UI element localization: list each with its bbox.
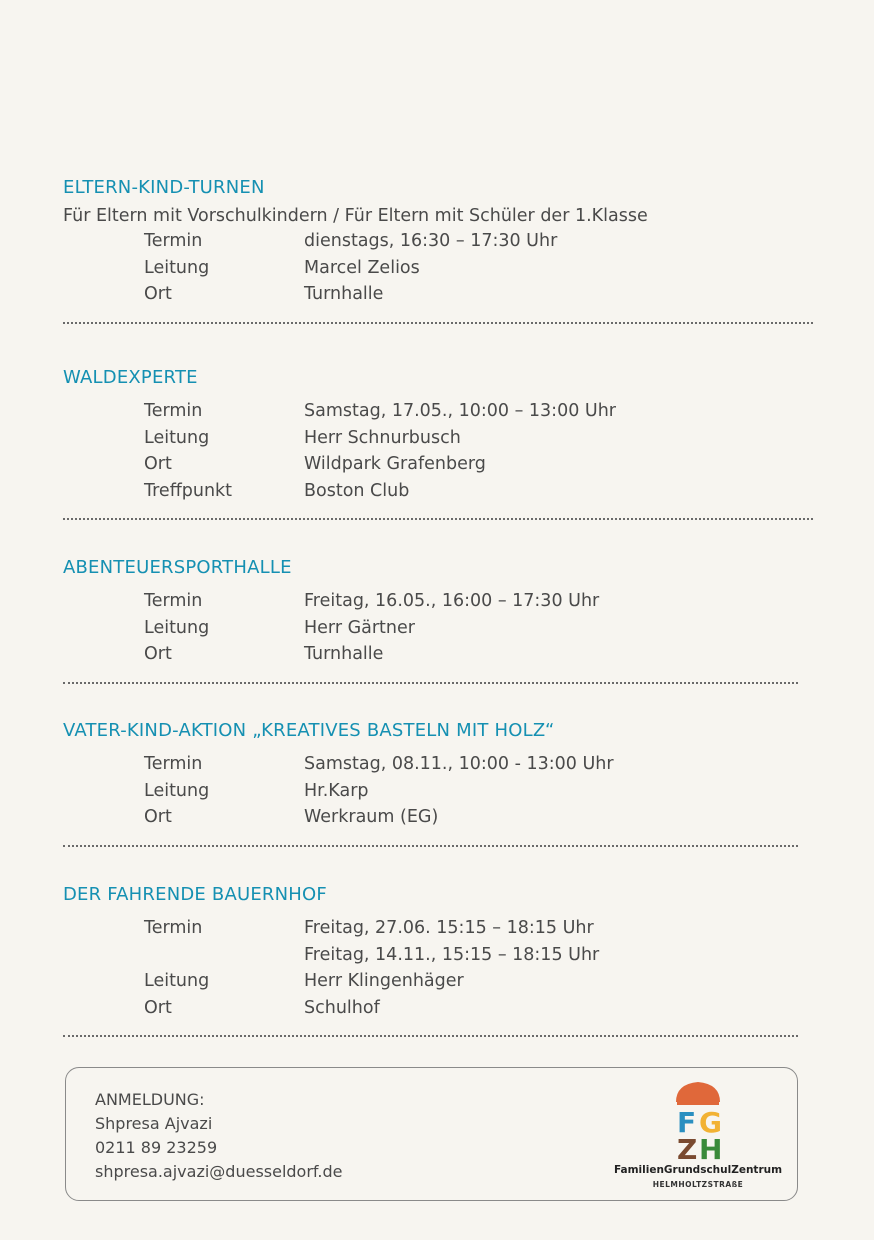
detail-label: Ort — [144, 997, 172, 1018]
detail-row — [63, 478, 813, 505]
contact-heading: ANMELDUNG: — [95, 1090, 205, 1109]
section-eltern-kind-turnen — [63, 176, 813, 326]
detail-value: Wildpark Grafenberg — [304, 454, 486, 474]
detail-row — [63, 751, 813, 778]
detail-row — [63, 915, 813, 942]
detail-value: Werkraum (EG) — [304, 807, 439, 827]
svg-text:G: G — [699, 1106, 722, 1139]
detail-row — [63, 228, 813, 255]
detail-value: Freitag, 16.05., 16:00 – 17:30 Uhr — [304, 591, 600, 611]
detail-value: Herr Gärtner — [304, 617, 415, 638]
svg-text:H: H — [699, 1133, 723, 1164]
detail-value: Schulhof — [304, 997, 380, 1018]
dotted-divider — [63, 682, 798, 686]
contact-phone: 0211 89 23259 — [95, 1138, 218, 1157]
detail-row — [63, 255, 813, 282]
detail-row — [63, 778, 813, 805]
detail-label: Termin — [144, 754, 203, 774]
detail-label: Termin — [144, 591, 203, 611]
dotted-divider — [63, 518, 813, 522]
detail-label: Leitung — [144, 780, 210, 801]
section-title: DER FAHRENDE BAUERNHOF — [63, 884, 327, 905]
detail-label: Ort — [144, 454, 172, 474]
detail-label: Leitung — [144, 971, 210, 991]
detail-row — [63, 804, 813, 831]
detail-row — [63, 451, 813, 478]
detail-value: Herr Schnurbusch — [304, 427, 461, 448]
detail-row — [63, 398, 813, 425]
detail-value: Turnhalle — [304, 284, 384, 304]
dotted-divider — [63, 322, 813, 326]
detail-value: dienstags, 16:30 – 17:30 Uhr — [304, 231, 558, 251]
detail-label: Termin — [144, 401, 203, 421]
detail-value: Boston Club — [304, 480, 410, 501]
detail-value: Freitag, 14.11., 15:15 – 18:15 Uhr — [304, 944, 600, 965]
dotted-divider — [63, 1035, 798, 1039]
detail-label: Treffpunkt — [144, 480, 233, 501]
detail-row — [63, 281, 813, 308]
logo-name: FamilienGrundschulZentrum — [613, 1164, 783, 1176]
section-vater-kind-aktion — [63, 719, 813, 849]
section-subtitle: Für Eltern mit Vorschulkindern / Für Eltern mit Schüler der 1.Klasse — [63, 206, 648, 226]
section-waldexperte — [63, 366, 813, 522]
section-fahrender-bauernhof — [63, 883, 813, 1039]
detail-value: Marcel Zelios — [304, 257, 420, 278]
detail-row — [63, 995, 813, 1022]
detail-row — [63, 425, 813, 452]
detail-label: Leitung — [144, 427, 210, 448]
section-title: ELTERN-KIND-TURNEN — [63, 177, 265, 198]
detail-value: Turnhalle — [304, 644, 384, 664]
detail-row — [63, 641, 813, 668]
detail-label: Leitung — [144, 617, 210, 638]
detail-label: Leitung — [144, 257, 210, 278]
detail-row — [63, 942, 813, 969]
detail-label: Ort — [144, 284, 172, 304]
logo-subname: HELMHOLTZSTRAßE — [652, 1180, 744, 1189]
dotted-divider — [63, 845, 798, 849]
detail-row — [63, 968, 813, 995]
detail-label — [144, 942, 304, 969]
detail-row — [63, 615, 813, 642]
fgzh-logo — [613, 1080, 783, 1192]
contact-name: Shpresa Ajvazi — [95, 1114, 213, 1133]
section-title: VATER-KIND-AKTION „KREATIVES BASTELN MIT HOLZ“ — [63, 720, 555, 741]
contact-info — [95, 1088, 342, 1184]
logo-mark-icon — [613, 1080, 783, 1164]
detail-value: Samstag, 17.05., 10:00 – 13:00 Uhr — [304, 401, 617, 421]
detail-value: Hr.Karp — [304, 780, 369, 801]
section-title: ABENTEUERSPORTHALLE — [63, 557, 292, 578]
registration-box — [65, 1067, 798, 1201]
detail-value: Herr Klingenhäger — [304, 971, 464, 991]
detail-value: Freitag, 27.06. 15:15 – 18:15 Uhr — [304, 918, 594, 938]
svg-text:Z: Z — [677, 1133, 698, 1164]
contact-email[interactable]: shpresa.ajvazi@duesseldorf.de — [95, 1162, 343, 1181]
detail-label: Termin — [144, 231, 203, 251]
section-abenteuersporthalle — [63, 556, 813, 686]
section-title: WALDEXPERTE — [63, 367, 198, 388]
detail-label: Ort — [144, 644, 172, 664]
detail-label: Termin — [144, 918, 203, 938]
svg-text:F: F — [677, 1106, 697, 1139]
detail-row — [63, 588, 813, 615]
detail-label: Ort — [144, 807, 172, 827]
detail-value: Samstag, 08.11., 10:00 - 13:00 Uhr — [304, 754, 614, 774]
